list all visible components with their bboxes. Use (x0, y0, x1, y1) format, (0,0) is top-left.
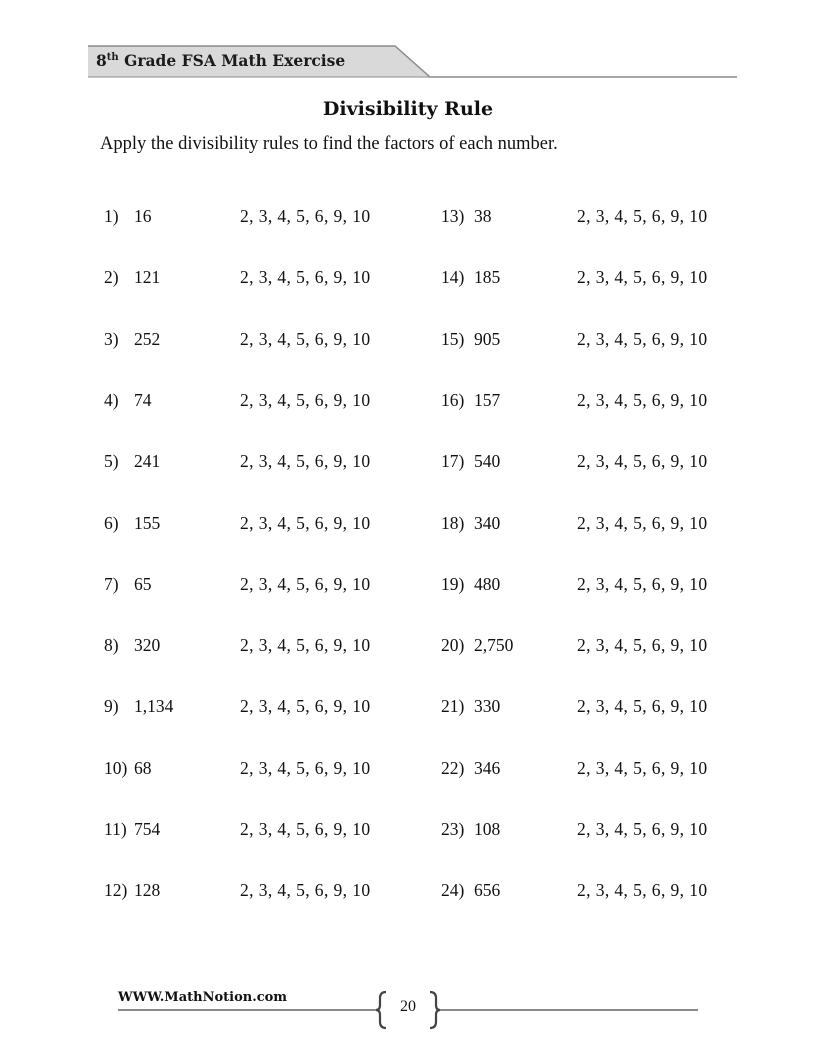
problem-value: 2,750 (474, 635, 514, 656)
problem-item (104, 758, 404, 782)
problem-number: 16) (441, 389, 465, 410)
problem-value: 185 (474, 267, 501, 288)
header-grade-number: 8 (96, 51, 107, 70)
problem-item (104, 451, 404, 475)
problem-value: 155 (134, 512, 161, 533)
problem-item (441, 390, 741, 414)
factor-options: 2, 3, 4, 5, 6, 9, 10 (240, 880, 371, 901)
problem-item (441, 206, 741, 230)
problem-value: 38 (474, 206, 492, 226)
problem-number: 14) (441, 267, 465, 288)
problem-number: 10) (104, 757, 128, 778)
problem-item (441, 696, 741, 720)
problem-value: 74 (134, 389, 152, 410)
problem-number: 5) (104, 451, 119, 472)
factor-options: 2, 3, 4, 5, 6, 9, 10 (577, 512, 708, 533)
problem-number: 1) (104, 206, 119, 226)
factor-options: 2, 3, 4, 5, 6, 9, 10 (577, 757, 708, 778)
problem-item (104, 880, 404, 904)
factor-options: 2, 3, 4, 5, 6, 9, 10 (577, 451, 708, 472)
problem-number: 7) (104, 573, 119, 594)
problem-value: 252 (134, 328, 161, 349)
problem-item (104, 696, 404, 720)
problem-number: 4) (104, 389, 119, 410)
problem-value: 65 (134, 573, 152, 594)
factor-options: 2, 3, 4, 5, 6, 9, 10 (577, 635, 708, 656)
problem-value: 480 (474, 573, 501, 594)
factor-options: 2, 3, 4, 5, 6, 9, 10 (577, 328, 708, 349)
factor-options: 2, 3, 4, 5, 6, 9, 10 (240, 696, 371, 717)
problem-value: 754 (134, 819, 161, 839)
problem-number: 20) (441, 635, 465, 656)
factor-options: 2, 3, 4, 5, 6, 9, 10 (577, 389, 708, 410)
problem-value: 16 (134, 206, 152, 226)
factor-options: 2, 3, 4, 5, 6, 9, 10 (240, 757, 371, 778)
problem-number: 21) (441, 696, 465, 717)
factor-options: 2, 3, 4, 5, 6, 9, 10 (240, 389, 371, 410)
header-title-text: Grade FSA Math Exercise (118, 51, 346, 70)
factor-options: 2, 3, 4, 5, 6, 9, 10 (240, 451, 371, 472)
problem-number: 9) (104, 696, 119, 717)
problem-value: 656 (474, 880, 501, 901)
problem-value: 241 (134, 451, 161, 472)
problem-item (441, 513, 741, 537)
problem-number: 24) (441, 880, 465, 901)
problem-value: 108 (474, 819, 501, 839)
problem-item (104, 513, 404, 537)
problem-number: 6) (104, 512, 119, 533)
header-grade-suffix: th (106, 51, 119, 63)
problem-item (441, 819, 741, 843)
instructions: Apply the divisibility rules to find the factors of each number. (100, 134, 558, 154)
footer-url: WWW.MathNotion.com (118, 990, 288, 1005)
problem-value: 330 (474, 696, 501, 717)
problem-item (104, 267, 404, 291)
problem-number: 18) (441, 512, 465, 533)
problem-number: 23) (441, 819, 465, 839)
problem-number: 19) (441, 573, 465, 594)
problem-value: 128 (134, 880, 161, 901)
problem-number: 12) (104, 880, 128, 901)
problem-number: 11) (104, 819, 127, 839)
problem-value: 68 (134, 757, 152, 778)
problem-item (441, 329, 741, 353)
problem-value: 905 (474, 328, 501, 349)
page-number: 20 (400, 998, 416, 1015)
problem-item (441, 880, 741, 904)
problem-item (441, 758, 741, 782)
problem-item (441, 451, 741, 475)
factor-options: 2, 3, 4, 5, 6, 9, 10 (240, 512, 371, 533)
problem-item (104, 390, 404, 414)
factor-options: 2, 3, 4, 5, 6, 9, 10 (240, 635, 371, 656)
factor-options: 2, 3, 4, 5, 6, 9, 10 (577, 880, 708, 901)
problem-item (104, 819, 404, 843)
problem-value: 346 (474, 757, 501, 778)
factor-options: 2, 3, 4, 5, 6, 9, 10 (577, 696, 708, 717)
problem-item (104, 329, 404, 353)
factor-options: 2, 3, 4, 5, 6, 9, 10 (577, 819, 708, 839)
problem-number: 3) (104, 328, 119, 349)
problem-value: 340 (474, 512, 501, 533)
problem-number: 8) (104, 635, 119, 656)
problem-item (104, 635, 404, 659)
problem-value: 157 (474, 389, 501, 410)
problem-value: 540 (474, 451, 501, 472)
problem-value: 121 (134, 267, 161, 288)
problem-value: 320 (134, 635, 161, 656)
factor-options: 2, 3, 4, 5, 6, 9, 10 (240, 267, 371, 288)
problem-number: 17) (441, 451, 465, 472)
factor-options: 2, 3, 4, 5, 6, 9, 10 (240, 206, 371, 226)
factor-options: 2, 3, 4, 5, 6, 9, 10 (240, 328, 371, 349)
problem-item (441, 574, 741, 598)
problem-number: 15) (441, 328, 465, 349)
problem-item (441, 635, 741, 659)
page-title: Divisibility Rule (322, 98, 494, 120)
factor-options: 2, 3, 4, 5, 6, 9, 10 (240, 819, 371, 839)
problem-item (104, 574, 404, 598)
factor-options: 2, 3, 4, 5, 6, 9, 10 (240, 573, 371, 594)
factor-options: 2, 3, 4, 5, 6, 9, 10 (577, 573, 708, 594)
problem-number: 2) (104, 267, 119, 288)
factor-options: 2, 3, 4, 5, 6, 9, 10 (577, 206, 708, 226)
factor-options: 2, 3, 4, 5, 6, 9, 10 (577, 267, 708, 288)
problem-number: 13) (441, 206, 465, 226)
problem-value: 1,134 (134, 696, 174, 717)
problem-item (104, 206, 404, 230)
problem-number: 22) (441, 757, 465, 778)
problem-item (441, 267, 741, 291)
